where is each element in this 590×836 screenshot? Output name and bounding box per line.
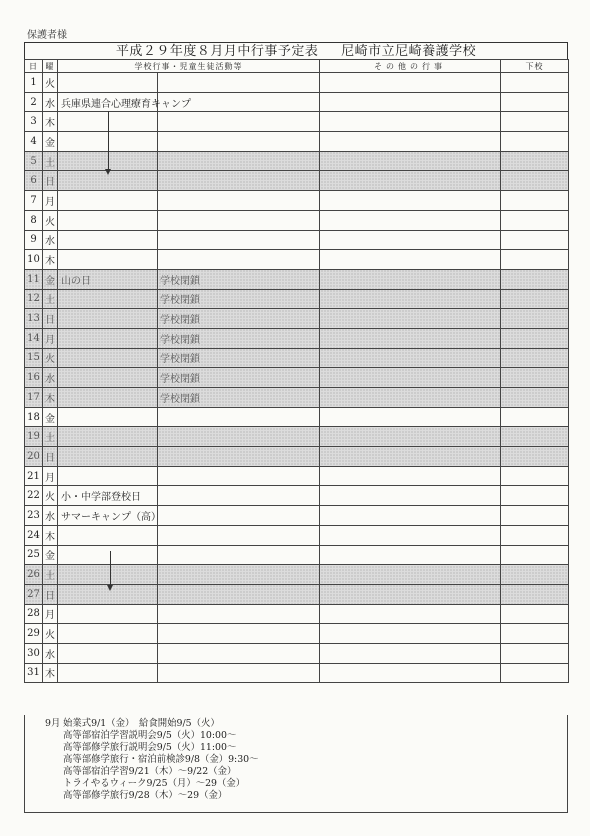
cell-dismissal xyxy=(501,525,569,545)
arrow-down-icon xyxy=(110,551,111,586)
table-row xyxy=(25,486,569,506)
cell-day: 2 xyxy=(25,92,43,112)
cell-school-event-2 xyxy=(158,132,320,152)
cell-other-event xyxy=(320,230,501,250)
cell-weekday: 木 xyxy=(43,663,58,683)
table-row xyxy=(25,348,569,368)
cell-school-event-2 xyxy=(158,230,320,250)
table-row xyxy=(25,73,569,93)
cell-other-event xyxy=(320,506,501,526)
cell-school-event-2: 学校閉鎖 xyxy=(158,348,320,368)
cell-other-event xyxy=(320,289,501,309)
table-row xyxy=(25,388,569,408)
cell-weekday: 金 xyxy=(43,132,58,152)
cell-weekday: 水 xyxy=(43,506,58,526)
cell-school-event-2 xyxy=(158,545,320,565)
cell-school-event xyxy=(58,407,158,427)
cell-school-event-2 xyxy=(158,604,320,624)
table-row xyxy=(25,151,569,171)
cell-weekday: 月 xyxy=(43,328,58,348)
cell-dismissal xyxy=(501,191,569,211)
header-other-events: その他の行事 xyxy=(320,60,501,73)
cell-school-event xyxy=(58,348,158,368)
cell-school-event xyxy=(58,565,158,585)
cell-school-event xyxy=(58,328,158,348)
cell-school-event xyxy=(58,289,158,309)
table-row xyxy=(25,92,569,112)
cell-school-event-2: 学校閉鎖 xyxy=(158,289,320,309)
cell-dismissal xyxy=(501,506,569,526)
cell-dismissal xyxy=(501,269,569,289)
cell-school-event-2 xyxy=(158,525,320,545)
cell-dismissal xyxy=(501,309,569,329)
schedule-body xyxy=(25,73,569,683)
table-row xyxy=(25,604,569,624)
table-row xyxy=(25,368,569,388)
note-line: 高等部修学旅行・宿泊前検診9/8（金）9:30～ xyxy=(63,754,259,765)
cell-weekday: 木 xyxy=(43,525,58,545)
table-row xyxy=(25,545,569,565)
cell-school-event xyxy=(58,368,158,388)
cell-school-event-2 xyxy=(158,584,320,604)
cell-other-event xyxy=(320,545,501,565)
cell-school-event-2: 学校閉鎖 xyxy=(158,328,320,348)
table-row xyxy=(25,112,569,132)
cell-school-event-2 xyxy=(158,643,320,663)
table-row xyxy=(25,624,569,644)
cell-school-event xyxy=(58,525,158,545)
cell-other-event xyxy=(320,328,501,348)
table-row xyxy=(25,466,569,486)
cell-dismissal xyxy=(501,407,569,427)
cell-school-event: 山の日 xyxy=(58,269,158,289)
cell-weekday: 水 xyxy=(43,368,58,388)
cell-school-event-2 xyxy=(158,73,320,93)
cell-school-event-2 xyxy=(158,210,320,230)
cell-day: 30 xyxy=(25,643,43,663)
note-line: トライやるウィーク9/25（月）～29（金） xyxy=(63,778,246,789)
cell-day: 7 xyxy=(25,191,43,211)
cell-other-event xyxy=(320,309,501,329)
table-row xyxy=(25,309,569,329)
cell-dismissal xyxy=(501,230,569,250)
table-row xyxy=(25,210,569,230)
cell-school-event-2 xyxy=(158,171,320,191)
cell-weekday: 金 xyxy=(43,269,58,289)
cell-other-event xyxy=(320,624,501,644)
cell-dismissal xyxy=(501,447,569,467)
cell-other-event xyxy=(320,604,501,624)
cell-school-event xyxy=(58,309,158,329)
cell-other-event xyxy=(320,584,501,604)
cell-day: 4 xyxy=(25,132,43,152)
cell-dismissal xyxy=(501,565,569,585)
cell-dismissal xyxy=(501,584,569,604)
note-line: 高等部修学旅行説明会9/5（火）11:00～ xyxy=(63,742,237,753)
cell-school-event xyxy=(58,624,158,644)
cell-school-event xyxy=(58,466,158,486)
cell-weekday: 土 xyxy=(43,289,58,309)
cell-school-event-2 xyxy=(158,447,320,467)
cell-dismissal xyxy=(501,348,569,368)
table-row xyxy=(25,289,569,309)
cell-other-event xyxy=(320,191,501,211)
table-row xyxy=(25,191,569,211)
cell-weekday: 月 xyxy=(43,604,58,624)
cell-dismissal xyxy=(501,624,569,644)
cell-day: 9 xyxy=(25,230,43,250)
cell-other-event xyxy=(320,171,501,191)
cell-day: 31 xyxy=(25,663,43,683)
cell-dismissal xyxy=(501,427,569,447)
cell-day: 11 xyxy=(25,269,43,289)
cell-dismissal xyxy=(501,151,569,171)
cell-other-event xyxy=(320,663,501,683)
header-weekday: 曜 xyxy=(43,60,58,73)
cell-school-event xyxy=(58,230,158,250)
cell-day: 24 xyxy=(25,525,43,545)
cell-school-event xyxy=(58,250,158,270)
cell-dismissal xyxy=(501,210,569,230)
cell-school-event-2: 学校閉鎖 xyxy=(158,388,320,408)
cell-weekday: 火 xyxy=(43,210,58,230)
cell-dismissal xyxy=(501,171,569,191)
cell-other-event xyxy=(320,348,501,368)
cell-weekday: 月 xyxy=(43,466,58,486)
cell-day: 28 xyxy=(25,604,43,624)
page-title xyxy=(24,42,568,59)
cell-day: 8 xyxy=(25,210,43,230)
cell-day: 23 xyxy=(25,506,43,526)
cell-other-event xyxy=(320,466,501,486)
cell-school-event-2 xyxy=(158,427,320,447)
cell-day: 17 xyxy=(25,388,43,408)
cell-other-event xyxy=(320,525,501,545)
cell-other-event xyxy=(320,368,501,388)
note-line: 始業式9/1（金） 給食開始9/5（火） xyxy=(63,718,220,729)
cell-school-event-2: 学校閉鎖 xyxy=(158,368,320,388)
cell-day: 3 xyxy=(25,112,43,132)
cell-weekday: 金 xyxy=(43,545,58,565)
cell-school-event xyxy=(58,191,158,211)
cell-weekday: 土 xyxy=(43,427,58,447)
table-row xyxy=(25,250,569,270)
cell-weekday: 水 xyxy=(43,230,58,250)
cell-day: 6 xyxy=(25,171,43,191)
table-header-row xyxy=(25,60,569,73)
cell-school-event xyxy=(58,643,158,663)
cell-other-event xyxy=(320,643,501,663)
cell-other-event xyxy=(320,210,501,230)
cell-weekday: 水 xyxy=(43,643,58,663)
header-day: 日 xyxy=(25,60,43,73)
cell-school-event-2 xyxy=(158,407,320,427)
table-row xyxy=(25,663,569,683)
table-row xyxy=(25,643,569,663)
cell-other-event xyxy=(320,486,501,506)
cell-other-event xyxy=(320,447,501,467)
cell-school-event xyxy=(58,388,158,408)
cell-other-event xyxy=(320,151,501,171)
cell-day: 16 xyxy=(25,368,43,388)
notes-section xyxy=(24,715,568,813)
cell-day: 25 xyxy=(25,545,43,565)
cell-school-event xyxy=(58,604,158,624)
cell-school-event xyxy=(58,545,158,565)
cell-school-event-2: 学校閉鎖 xyxy=(158,269,320,289)
cell-weekday: 火 xyxy=(43,73,58,93)
notes-month: 9月 xyxy=(45,718,61,729)
cell-dismissal xyxy=(501,663,569,683)
cell-weekday: 水 xyxy=(43,92,58,112)
header-dismissal: 下校 xyxy=(501,60,569,73)
cell-day: 5 xyxy=(25,151,43,171)
note-line: 高等部宿泊学習説明会9/5（火）10:00～ xyxy=(63,730,237,741)
cell-weekday: 火 xyxy=(43,348,58,368)
cell-school-event-2: 学校閉鎖 xyxy=(158,309,320,329)
table-row xyxy=(25,230,569,250)
cell-weekday: 日 xyxy=(43,447,58,467)
cell-weekday: 木 xyxy=(43,250,58,270)
cell-weekday: 月 xyxy=(43,191,58,211)
cell-day: 10 xyxy=(25,250,43,270)
cell-school-event-2 xyxy=(158,466,320,486)
cell-day: 1 xyxy=(25,73,43,93)
cell-school-event-2 xyxy=(158,624,320,644)
table-row xyxy=(25,506,569,526)
table-row xyxy=(25,328,569,348)
cell-dismissal xyxy=(501,92,569,112)
cell-weekday: 土 xyxy=(43,565,58,585)
cell-other-event xyxy=(320,565,501,585)
cell-day: 29 xyxy=(25,624,43,644)
cell-other-event xyxy=(320,427,501,447)
cell-other-event xyxy=(320,250,501,270)
schedule-table xyxy=(24,59,569,683)
cell-school-event xyxy=(58,663,158,683)
cell-weekday: 木 xyxy=(43,388,58,408)
cell-school-event-2 xyxy=(158,151,320,171)
cell-other-event xyxy=(320,112,501,132)
cell-weekday: 火 xyxy=(43,624,58,644)
cell-dismissal xyxy=(501,643,569,663)
cell-school-event-2 xyxy=(158,506,320,526)
note-line: 高等部修学旅行9/28（木）～29（金） xyxy=(63,790,228,801)
table-row xyxy=(25,407,569,427)
cell-day: 26 xyxy=(25,565,43,585)
cell-dismissal xyxy=(501,289,569,309)
cell-school-event xyxy=(58,73,158,93)
cell-day: 22 xyxy=(25,486,43,506)
cell-day: 15 xyxy=(25,348,43,368)
cell-school-event-2 xyxy=(158,663,320,683)
cell-other-event xyxy=(320,388,501,408)
cell-school-event: サマーキャンプ（高） xyxy=(58,506,158,526)
recipient-label: 保護者様 xyxy=(27,30,67,41)
cell-other-event xyxy=(320,407,501,427)
cell-day: 19 xyxy=(25,427,43,447)
cell-dismissal xyxy=(501,73,569,93)
cell-dismissal xyxy=(501,112,569,132)
note-line: 高等部宿泊学習9/21（木）～9/22（金） xyxy=(63,766,237,777)
table-row xyxy=(25,427,569,447)
table-row xyxy=(25,269,569,289)
arrow-down-icon xyxy=(108,111,109,170)
table-row xyxy=(25,132,569,152)
cell-weekday: 土 xyxy=(43,151,58,171)
cell-school-event: 小・中学部登校日 xyxy=(58,486,158,506)
cell-day: 18 xyxy=(25,407,43,427)
cell-dismissal xyxy=(501,466,569,486)
cell-day: 21 xyxy=(25,466,43,486)
cell-day: 20 xyxy=(25,447,43,467)
cell-dismissal xyxy=(501,388,569,408)
cell-school-event-2 xyxy=(158,565,320,585)
cell-dismissal xyxy=(501,545,569,565)
table-row xyxy=(25,525,569,545)
cell-school-event: 兵庫県連合心理療育キャンプ xyxy=(58,92,158,112)
cell-school-event xyxy=(58,210,158,230)
title-text: 平成２９年度８月月中行事予定表 xyxy=(115,44,319,59)
table-row xyxy=(25,565,569,585)
cell-day: 12 xyxy=(25,289,43,309)
cell-weekday: 火 xyxy=(43,486,58,506)
cell-dismissal xyxy=(501,328,569,348)
cell-other-event xyxy=(320,132,501,152)
cell-school-event-2 xyxy=(158,191,320,211)
school-name: 尼崎市立尼崎養護学校 xyxy=(341,44,477,59)
cell-day: 14 xyxy=(25,328,43,348)
cell-weekday: 金 xyxy=(43,407,58,427)
cell-dismissal xyxy=(501,604,569,624)
cell-weekday: 日 xyxy=(43,584,58,604)
cell-school-event-2 xyxy=(158,112,320,132)
cell-school-event-2 xyxy=(158,486,320,506)
cell-other-event xyxy=(320,269,501,289)
table-row xyxy=(25,447,569,467)
cell-other-event xyxy=(320,92,501,112)
cell-school-event-2 xyxy=(158,250,320,270)
cell-weekday: 日 xyxy=(43,309,58,329)
cell-school-event xyxy=(58,447,158,467)
cell-weekday: 木 xyxy=(43,112,58,132)
cell-dismissal xyxy=(501,368,569,388)
cell-dismissal xyxy=(501,132,569,152)
cell-dismissal xyxy=(501,486,569,506)
cell-day: 27 xyxy=(25,584,43,604)
cell-day: 13 xyxy=(25,309,43,329)
cell-dismissal xyxy=(501,250,569,270)
cell-other-event xyxy=(320,73,501,93)
cell-weekday: 日 xyxy=(43,171,58,191)
header-school-events: 学校行事・児童生徒活動等 xyxy=(58,60,320,73)
cell-school-event xyxy=(58,427,158,447)
